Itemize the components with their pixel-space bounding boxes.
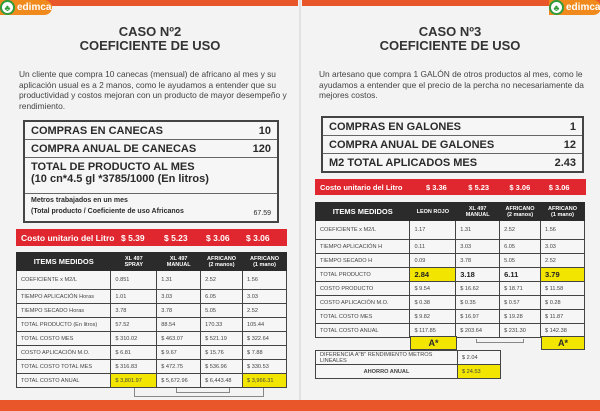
cell-value: $ 231.30: [500, 324, 541, 338]
cell-value: $ 16.62: [456, 282, 500, 296]
column-header: XL 497 MANUAL: [157, 253, 201, 271]
cell-value: 3.03: [456, 240, 500, 254]
value: $ 5.39: [121, 232, 145, 243]
summary-row: [25, 194, 277, 221]
label: COMPRAS EN GALONES: [329, 120, 462, 133]
page-divider: [299, 0, 301, 411]
cell-value: $ 19.28: [500, 310, 541, 324]
row-label: TIEMPO APLICACIÓN Horas: [17, 290, 111, 304]
cell-value: $ 0.35: [456, 296, 500, 310]
savings-table: [315, 350, 501, 379]
table-row: [316, 268, 585, 282]
summary-row: [25, 122, 277, 140]
header-row: [316, 203, 585, 221]
table-row: [17, 271, 287, 290]
cell-value: $ 16.97: [456, 310, 500, 324]
logo-text: edimca: [566, 1, 600, 13]
tree-icon: ♣: [549, 0, 564, 15]
cell-value: $ 203.64: [456, 324, 500, 338]
cell-value: 1.31: [157, 271, 201, 290]
table-row: [316, 282, 585, 296]
row-label: TOTAL COSTO TOTAL MES: [17, 360, 111, 374]
table-row: [17, 360, 287, 374]
row-label: TOTAL COSTO MES: [316, 310, 410, 324]
cell-value: 6.05: [201, 290, 243, 304]
cell-value: 1.17: [410, 221, 456, 240]
label: Costo unitario del Litro: [21, 232, 115, 243]
value: $ 3.06: [246, 232, 270, 243]
right-unit-cost-bar: [315, 179, 586, 195]
row-label: TIEMPO SECADO H: [316, 254, 410, 268]
cell-value: 3.18: [456, 268, 500, 282]
left-paragraph: Un cliente que compra 10 canecas (mensual) de africano al mes y su aplicación usual es a 2 manos, como le ayudamos a entender que su productividad y costos mejoran con un producto de mayor desempeño y rendimiento.: [19, 69, 287, 112]
label: M2 TOTAL APLICADOS MES: [329, 156, 478, 169]
value: $ 3.06: [206, 232, 230, 243]
cell-value: $ 11.87: [541, 310, 585, 324]
column-header: LEON ROJO: [410, 203, 456, 221]
label-detail: (10 cn*4.5 gl *3785/1000 (En litros): [31, 173, 209, 185]
cell-value: $ 6.81: [111, 346, 157, 360]
logo-right: [549, 0, 600, 15]
cell-value: $ 463.07: [157, 332, 201, 346]
column-header: ITEMS MEDIDOS: [316, 203, 410, 221]
right-summary-box: [321, 116, 584, 173]
column-header: XL 497 SPRAY: [111, 253, 157, 271]
cell-value: 57.52: [111, 318, 157, 332]
table-row: [17, 346, 287, 360]
marker-a-africano: A*: [541, 336, 585, 350]
summary-row: [323, 154, 582, 171]
value: 67.59: [253, 210, 271, 217]
table-row: [316, 221, 585, 240]
diff-label: DIFERENCIA A"B" RENDIMIENTO METROS LINEALES: [316, 351, 458, 365]
cell-value: $ 0.28: [541, 296, 585, 310]
cell-value: 6.11: [500, 268, 541, 282]
left-unit-cost-bar: [16, 229, 287, 246]
cell-value: $ 15.76: [201, 346, 243, 360]
cell-value: 3.79: [541, 268, 585, 282]
row-label: TOTAL COSTO ANUAL: [316, 324, 410, 338]
cell-value: $ 316.83: [111, 360, 157, 374]
bottom-bar: [0, 400, 600, 411]
row-label: TIEMPO SECADO Horas: [17, 304, 111, 318]
cell-value: 3.03: [541, 240, 585, 254]
table-row: [316, 240, 585, 254]
cell-value: 2.52: [243, 304, 287, 318]
label: COMPRA ANUAL DE CANECAS: [31, 142, 197, 155]
summary-row: [25, 140, 277, 158]
value: $ 3.06: [509, 182, 531, 192]
tree-icon: ♣: [0, 0, 15, 15]
cell-value: 5.05: [201, 304, 243, 318]
cell-value: $ 9.54: [410, 282, 456, 296]
case-number: CASO Nº2: [118, 24, 182, 39]
row-label: COSTO APLICACIÓN M.O.: [17, 346, 111, 360]
table-row: [316, 254, 585, 268]
left-title: [0, 25, 300, 53]
cell-value: 1.56: [243, 271, 287, 290]
table-row: [17, 374, 287, 388]
cell-value: 1.31: [456, 221, 500, 240]
cell-value: 6.05: [500, 240, 541, 254]
comparison-arrow: [476, 339, 524, 343]
cell-value: 3.78: [157, 304, 201, 318]
column-header: AFRICANO (2 manos): [500, 203, 541, 221]
label: Metros trabajados en un mes: [31, 197, 128, 204]
saving-row: [316, 365, 501, 379]
cell-value: $ 6,443.48: [201, 374, 243, 388]
logo-left: [0, 0, 52, 15]
row-label: COSTO APLICACIÓN M.O.: [316, 296, 410, 310]
value: $ 5.23: [164, 232, 188, 243]
value: $ 5.23: [468, 182, 490, 192]
cell-value: $ 117.85: [410, 324, 456, 338]
value: $ 3.36: [426, 182, 447, 192]
cell-value: $ 7.88: [243, 346, 287, 360]
table-row: [17, 304, 287, 318]
right-title: [300, 25, 600, 53]
column-header: AFRICANO (1 mano): [243, 253, 287, 271]
cell-value: 0.09: [410, 254, 456, 268]
cell-value: 0.851: [111, 271, 157, 290]
summary-row: [323, 136, 582, 154]
right-paragraph: Un artesano que compra 1 GALÓN de otros productos al mes, como le ayudamos a entender que el precio de la percha no necesariamente da mejores costos.: [319, 69, 584, 101]
cell-value: 2.84: [410, 268, 456, 282]
cell-value: 170.33: [201, 318, 243, 332]
row-label: TOTAL COSTO ANUAL: [17, 374, 111, 388]
summary-row: [323, 118, 582, 136]
cell-value: $ 536.96: [201, 360, 243, 374]
header-row: [17, 253, 287, 271]
cell-value: $ 330.53: [243, 360, 287, 374]
cell-value: 0.11: [410, 240, 456, 254]
label: COMPRA ANUAL DE GALONES: [329, 138, 495, 151]
row-label: TOTAL PRODUCTO: [316, 268, 410, 282]
cell-value: $ 472.75: [157, 360, 201, 374]
row-label: TIEMPO APLICACIÓN H: [316, 240, 410, 254]
cell-value: 2.52: [500, 221, 541, 240]
row-label: COSTO PRODUCTO: [316, 282, 410, 296]
cell-value: $ 3,801.97: [111, 374, 157, 388]
value: 120: [252, 142, 271, 155]
cell-value: $ 9.82: [410, 310, 456, 324]
table-row: [17, 290, 287, 304]
marker-a-leon-rojo: A*: [410, 336, 457, 350]
cell-value: 5.05: [500, 254, 541, 268]
case-subtitle: COEFICIENTE DE USO: [79, 38, 221, 53]
cell-value: 3.03: [243, 290, 287, 304]
cell-value: $ 3,966.31: [243, 374, 287, 388]
cell-value: 1.01: [111, 290, 157, 304]
summary-row: [25, 158, 277, 194]
column-header: AFRICANO (1 mano): [541, 203, 585, 221]
table-row: [316, 310, 585, 324]
logo-text: edimca: [17, 1, 52, 13]
cell-value: 3.78: [456, 254, 500, 268]
row-label: COEFICIENTE x M2/L: [17, 271, 111, 290]
cell-value: $ 310.02: [111, 332, 157, 346]
label: TOTAL DE PRODUCTO AL MES: [31, 161, 195, 173]
comparison-arrow: [176, 388, 230, 393]
column-header: XL 497 MANUAL: [456, 203, 500, 221]
case-number: CASO Nº3: [418, 24, 482, 39]
table-row: [316, 296, 585, 310]
saving-label: AHORRO ANUAL: [316, 365, 458, 379]
cell-value: 3.03: [157, 290, 201, 304]
cell-value: $ 5,672.96: [157, 374, 201, 388]
case-subtitle: COEFICIENTE DE USO: [379, 38, 521, 53]
diff-value: $ 2.04: [458, 351, 501, 365]
right-items-table: [315, 202, 585, 338]
value: $ 3.06: [548, 182, 570, 192]
cell-value: $ 521.19: [201, 332, 243, 346]
table-row: [17, 332, 287, 346]
cell-value: 88.54: [157, 318, 201, 332]
column-header: ITEMS MEDIDOS: [17, 253, 111, 271]
diff-row: [316, 351, 501, 365]
cell-value: $ 0.38: [410, 296, 456, 310]
cell-value: $ 0.57: [500, 296, 541, 310]
row-label: COEFICIENTE x M2/L: [316, 221, 410, 240]
cell-value: $ 322.64: [243, 332, 287, 346]
label: COMPRAS EN CANECAS: [31, 124, 164, 137]
row-label: TOTAL PRODUCTO (En litros): [17, 318, 111, 332]
cell-value: 1.56: [541, 221, 585, 240]
cell-value: 2.52: [201, 271, 243, 290]
saving-value: $ 24.53: [458, 365, 501, 379]
cell-value: $ 142.38: [541, 324, 585, 338]
left-items-table: [16, 252, 287, 388]
label-detail: (Total producto / Coeficiente de uso Africanos: [31, 208, 184, 215]
cell-value: $ 11.58: [541, 282, 585, 296]
cell-value: 105.44: [243, 318, 287, 332]
value: 2.43: [554, 156, 576, 169]
cell-value: $ 9.67: [157, 346, 201, 360]
value: 10: [258, 124, 271, 137]
column-header: AFRICANO (2 manos): [201, 253, 243, 271]
value: 12: [563, 138, 576, 151]
cell-value: $ 18.71: [500, 282, 541, 296]
value: 1: [569, 120, 576, 133]
label: Costo unitario del Litro: [320, 182, 403, 192]
cell-value: 2.52: [541, 254, 585, 268]
left-summary-box: [23, 120, 279, 223]
row-label: TOTAL COSTO MES: [17, 332, 111, 346]
cell-value: 3.78: [111, 304, 157, 318]
table-row: [17, 318, 287, 332]
